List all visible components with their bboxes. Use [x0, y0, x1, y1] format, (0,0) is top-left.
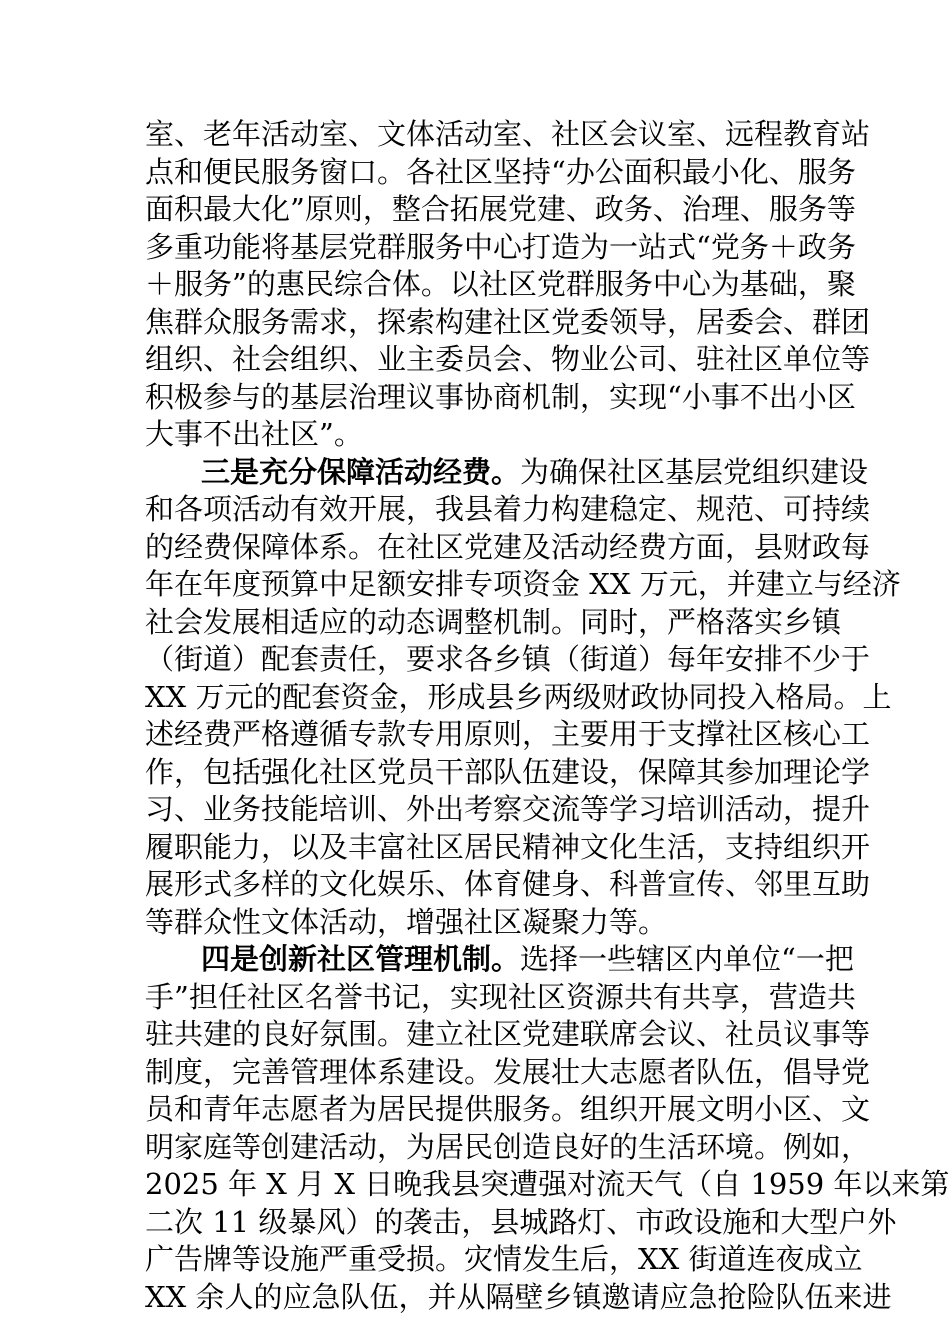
paragraph-line: 制度，完善管理体系建设。发展壮大志愿者队伍，倡导党	[145, 1054, 871, 1089]
paragraph-line: XX 余人的应急队伍，并从隔壁乡镇邀请应急抢险队伍来进	[145, 1279, 892, 1314]
paragraph-line: 多重功能将基层党群服务中心打造为一站式“党务＋政务	[145, 229, 856, 264]
paragraph-line: 面积最大化”原则，整合拓展党建、政务、治理、服务等	[145, 192, 856, 226]
paragraph-3	[145, 941, 950, 1316]
paragraph-line: 焦群众服务需求，探索构建社区党委领导，居委会、群团	[145, 304, 871, 339]
paragraph-heading: 四是创新社区管理机制。	[201, 942, 521, 976]
paragraph-heading: 三是充分保障活动经费。	[201, 454, 521, 489]
paragraph-line: 年在年度预算中足额安排专项资金 XX 万元，并建立与经济	[145, 567, 901, 601]
paragraph-first-line	[145, 454, 869, 492]
paragraph-line: 组织、社会组织、业主委员会、物业公司、驻社区单位等	[145, 342, 871, 376]
paragraph-line: 习、业务技能培训、外出考察交流等学习培训活动，提升	[145, 792, 871, 826]
paragraph-line: 室、老年活动室、文体活动室、社区会议室、远程教育站	[145, 117, 871, 151]
paragraph-line: XX 万元的配套资金，形成县乡两级财政协同投入格局。上	[145, 679, 892, 714]
paragraph-line: 明家庭等创建活动，为居民创造良好的生活环境。例如，	[145, 1129, 871, 1164]
paragraph-line: 述经费严格遵循专款专用原则，主要用于支撑社区核心工	[145, 717, 871, 751]
document-page	[145, 116, 950, 1316]
paragraph-line: 驻共建的良好氛围。建立社区党建联席会议、社员议事等	[145, 1017, 871, 1051]
paragraph-line: 大事不出社区”。	[145, 417, 363, 451]
paragraph-2	[145, 454, 901, 942]
paragraph-line: 员和青年志愿者为居民提供服务。组织开展文明小区、文	[145, 1092, 871, 1126]
paragraph-line: 的经费保障体系。在社区党建及活动经费方面，县财政每	[145, 529, 871, 564]
paragraph-line: 社会发展相适应的动态调整机制。同时，严格落实乡镇	[145, 604, 842, 639]
paragraph-line: 和各项活动有效开展，我县着力构建稳定、规范、可持续	[145, 492, 871, 526]
paragraph-first-line-text: 选择一些辖区内单位“一把	[520, 942, 854, 976]
paragraph-line: 手”担任社区名誉书记，实现社区资源共有共享，营造共	[145, 979, 856, 1014]
paragraph-line: 作，包括强化社区党员干部队伍建设，保障其参加理论学	[145, 754, 871, 789]
paragraph-line: 展形式多样的文化娱乐、体育健身、科普宣传、邻里互助	[145, 867, 871, 901]
paragraph-line: （街道）配套责任，要求各乡镇（街道）每年安排不少于	[145, 642, 871, 676]
paragraph-1	[145, 116, 871, 454]
paragraph-line: ＋服务”的惠民综合体。以社区党群服务中心为基础，聚	[145, 267, 856, 301]
paragraph-first-line-text: 为确保社区基层党组织建设	[520, 454, 869, 489]
paragraph-line: 积极参与的基层治理议事协商机制，实现“小事不出小区	[145, 379, 856, 414]
paragraph-line: 广告牌等设施严重受损。灾情发生后，XX 街道连夜成立	[145, 1242, 863, 1276]
paragraph-line: 二次 11 级暴风）的袭击，县城路灯、市政设施和大型户外	[145, 1204, 897, 1239]
paragraph-line: 等群众性文体活动，增强社区凝聚力等。	[145, 904, 668, 939]
paragraph-first-line	[145, 941, 854, 979]
paragraph-line: 点和便民服务窗口。各社区坚持“办公面积最小化、服务	[145, 154, 856, 189]
paragraph-line: 履职能力，以及丰富社区居民精神文化生活，支持组织开	[145, 829, 871, 864]
paragraph-line: 2025 年 X 月 X 日晚我县突遭强对流天气（自 1959 年以来第	[145, 1167, 950, 1201]
